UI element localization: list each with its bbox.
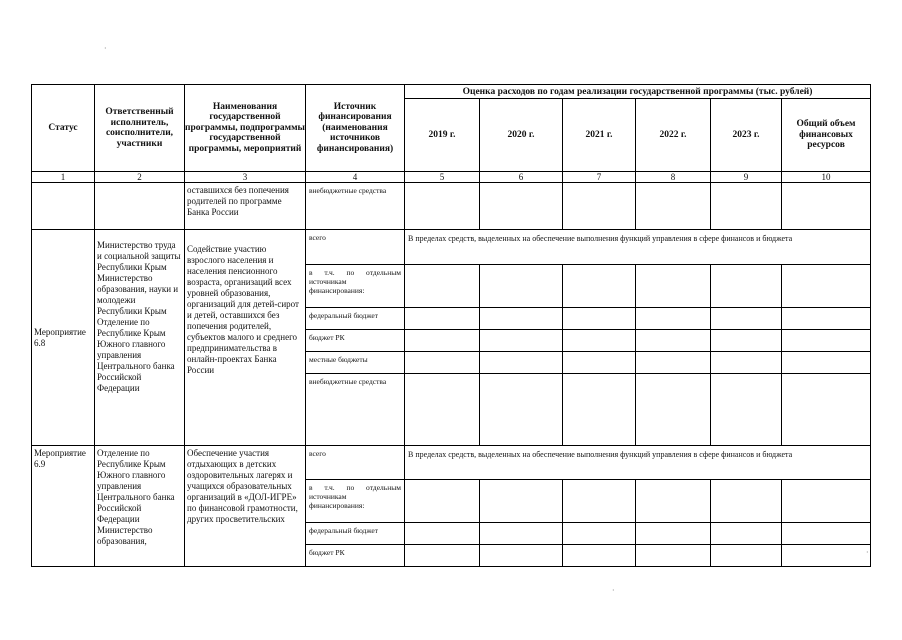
- cell-empty: [636, 523, 711, 545]
- cell-empty: [405, 183, 480, 230]
- cell-empty: [636, 352, 711, 374]
- header-year-2021: 2021 г.: [563, 99, 636, 172]
- column-number: 7: [563, 172, 636, 183]
- header-year-2023: 2023 г.: [711, 99, 782, 172]
- cell-empty: [636, 545, 711, 567]
- cell-empty: [405, 330, 480, 352]
- name-6-9: Обеспечение участия отдыхающих в детских оздоровительных лагерях и учащихся образовательных организаций в «ДОЛ-ИГРЕ» по финансовой грамотности, других просветительских: [185, 446, 306, 567]
- column-number: 6: [480, 172, 563, 183]
- cell-empty: [405, 265, 480, 308]
- scan-speck: ·: [104, 44, 107, 53]
- cell-empty: [405, 374, 480, 446]
- cell-empty: [711, 480, 782, 523]
- table-row: [32, 446, 871, 480]
- cell-empty: [782, 352, 871, 374]
- prev-name-tail: оставшихся без попечения родителей по программе Банка России: [185, 183, 306, 230]
- cell-empty: [711, 374, 782, 446]
- cell-empty: [711, 183, 782, 230]
- cell-empty: [636, 265, 711, 308]
- cell-empty: [480, 374, 563, 446]
- source-regional-6-9: бюджет РК: [306, 545, 405, 567]
- cell-empty: [563, 330, 636, 352]
- source-federal-6-9: федеральный бюджет: [306, 523, 405, 545]
- column-number: 10: [782, 172, 871, 183]
- cell-empty: [405, 480, 480, 523]
- table-row: [32, 230, 871, 265]
- column-number: 1: [32, 172, 95, 183]
- header-year-2019: 2019 г.: [405, 99, 480, 172]
- cell-empty: [563, 352, 636, 374]
- cell-empty: [636, 308, 711, 330]
- source-local-6-8: местные бюджеты: [306, 352, 405, 374]
- cell-empty: [563, 523, 636, 545]
- header-total: Общий объем финансовых ресурсов: [782, 99, 871, 172]
- cell-empty: [563, 183, 636, 230]
- column-number: 5: [405, 172, 480, 183]
- merged-note-6-8: В пределах средств, выделенных на обеспечение выполнения функций управления в сфере финансов и бюджета: [405, 230, 871, 265]
- cell-empty: [480, 308, 563, 330]
- name-6-8: Содействие участию взрослого населения и населения пенсионного возраста, организаций всех уровней образования, организаций для детей-сирот и детей, оставшихся без попечения родителей, субъектов малого и среднего предпринимательства в онлайн-проектах Банка России: [185, 230, 306, 446]
- cell-empty: [480, 523, 563, 545]
- cell-empty: [711, 308, 782, 330]
- column-number: 2: [95, 172, 185, 183]
- source-extrabudget-6-8: внебюджетные средства: [306, 374, 405, 446]
- cell-empty: [405, 352, 480, 374]
- cell-empty: [636, 183, 711, 230]
- cell-empty: [636, 374, 711, 446]
- cell-empty: [782, 330, 871, 352]
- status-6-9: Мероприятие 6.9: [32, 446, 95, 567]
- source-federal-6-8: федеральный бюджет: [306, 308, 405, 330]
- cell-empty: [405, 523, 480, 545]
- cell-empty: [782, 265, 871, 308]
- cell-empty: [636, 330, 711, 352]
- budget-table: [31, 84, 871, 567]
- column-number: 3: [185, 172, 306, 183]
- cell-empty: [480, 480, 563, 523]
- header-estimate: Оценка расходов по годам реализации государственной программы (тыс. рублей): [405, 85, 871, 99]
- column-number: 8: [636, 172, 711, 183]
- cell-empty: [563, 545, 636, 567]
- header-source: Источник финансирования (наименования источников финансирования): [306, 85, 405, 172]
- prev-source: внебюджетные средства: [306, 183, 405, 230]
- cell-empty: [782, 480, 871, 523]
- source-breakdown-6-8: в т.ч. по отдельным источникам финансирования:: [306, 265, 405, 308]
- cell-empty: [563, 374, 636, 446]
- cell-empty: [480, 265, 563, 308]
- cell-empty: [711, 545, 782, 567]
- merged-note-6-9: В пределах средств, выделенных на обеспечение выполнения функций управления в сфере финансов и бюджета: [405, 446, 871, 480]
- scan-speck: ·: [866, 548, 869, 557]
- header-responsible: Ответственный исполнитель, соисполнители, участники: [95, 85, 185, 172]
- column-number: 9: [711, 172, 782, 183]
- column-numbers-row: [32, 172, 871, 183]
- cell-empty: [636, 480, 711, 523]
- cell-empty: [563, 308, 636, 330]
- cell-empty: [782, 308, 871, 330]
- cell-empty: [480, 330, 563, 352]
- header-year-2022: 2022 г.: [636, 99, 711, 172]
- cell-empty: [782, 374, 871, 446]
- cell-empty: [782, 183, 871, 230]
- cell-empty: [480, 545, 563, 567]
- header-names: Наименования государственной программы, подпрограммы государственной программы, мероприятий: [185, 85, 306, 172]
- source-total-6-8: всего: [306, 230, 405, 265]
- scan-speck: ·: [612, 586, 615, 595]
- table-row: [32, 183, 871, 230]
- cell-empty: [32, 183, 95, 230]
- cell-empty: [782, 523, 871, 545]
- cell-empty: [563, 265, 636, 308]
- cell-empty: [480, 352, 563, 374]
- source-breakdown-6-9: в т.ч. по отдельным источникам финансирования:: [306, 480, 405, 523]
- cell-empty: [711, 330, 782, 352]
- header-year-2020: 2020 г.: [480, 99, 563, 172]
- cell-empty: [711, 523, 782, 545]
- cell-empty: [405, 308, 480, 330]
- source-regional-6-8: бюджет РК: [306, 330, 405, 352]
- cell-empty: [480, 183, 563, 230]
- header-status: Статус: [32, 85, 95, 172]
- cell-empty: [405, 545, 480, 567]
- responsible-6-9: Отделение по Республике Крым Южного главного управления Центрального банка Российской Федерации Министерство образования,: [95, 446, 185, 567]
- cell-empty: [782, 545, 871, 567]
- cell-empty: [711, 265, 782, 308]
- cell-empty: [563, 480, 636, 523]
- column-number: 4: [306, 172, 405, 183]
- status-6-8: Мероприятие 6.8: [32, 230, 95, 446]
- responsible-6-8: Министерство труда и социальной защиты Республики Крым Министерство образования, науки и молодежи Республики Крым Отделение по Республике Крым Южного главного управления Центрального банка Российской Федерации: [95, 230, 185, 446]
- source-total-6-9: всего: [306, 446, 405, 480]
- cell-empty: [95, 183, 185, 230]
- cell-empty: [711, 352, 782, 374]
